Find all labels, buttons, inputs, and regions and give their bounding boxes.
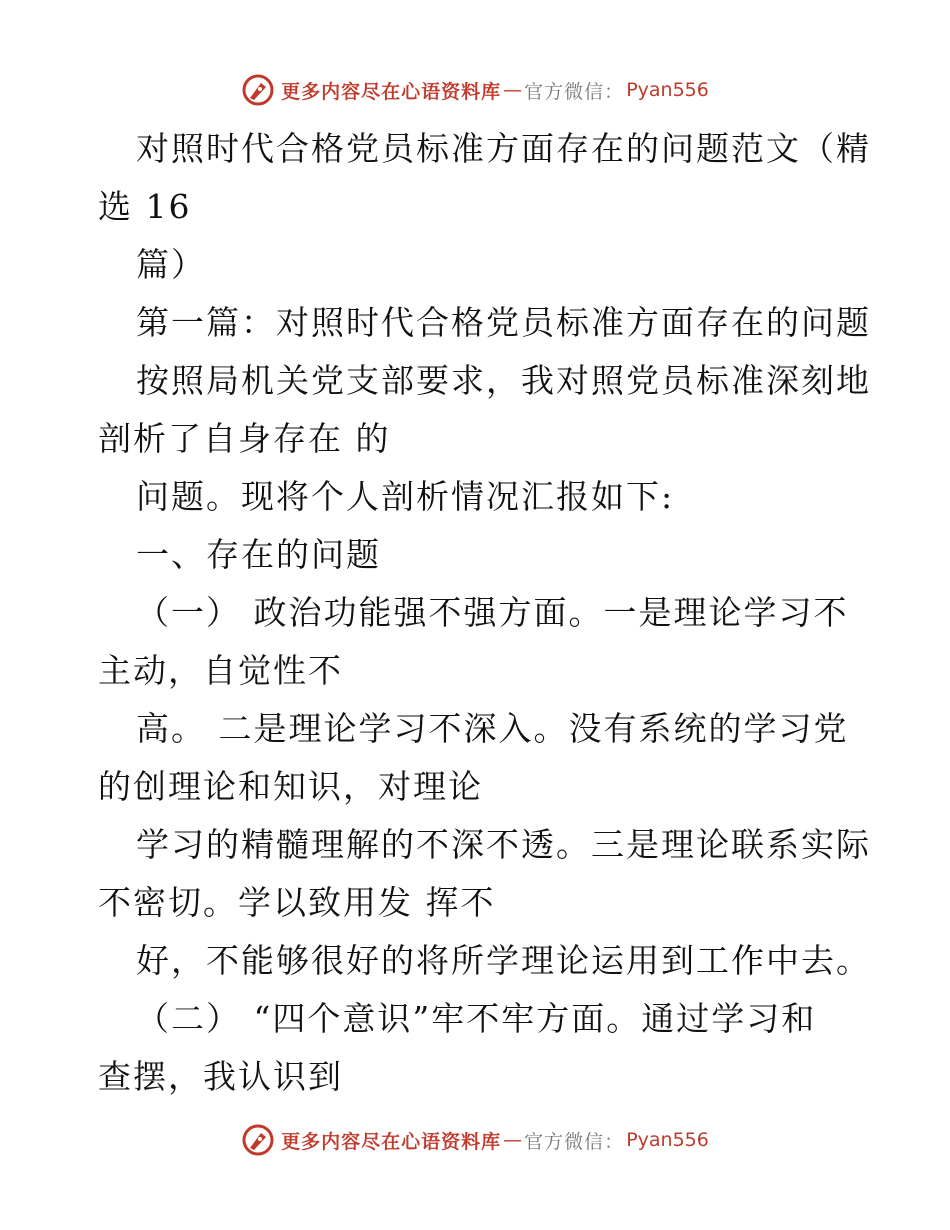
pen-nib-circle-icon [241, 1123, 275, 1157]
paragraph-line: 不密切。学以致用发 挥不 [98, 883, 496, 922]
banner-dash: — [503, 1129, 523, 1151]
banner-wechat-id: Pyan556 [626, 1129, 709, 1151]
paragraph-line: 问题。现将个人剖析情况汇报如下: [136, 477, 675, 516]
paragraph-line: 剖析了自身存在 的 [98, 419, 391, 458]
doc-title-line-3: 篇） [136, 245, 206, 284]
paragraph-line: 学习的精髓理解的不深不透。三是理论联系实际 [136, 825, 871, 864]
header-banner [0, 70, 950, 110]
paragraph-line: （一） 政治功能强不强方面。一是理论学习不 [136, 593, 849, 632]
banner-contact-label: 官方微信： [524, 1130, 625, 1153]
paragraph-line: 好，不能够很好的将所学理论运用到工作中去。 [136, 941, 871, 980]
banner-slogan: 更多内容尽在心语资料库 [281, 80, 502, 103]
paragraph-line: 的创理论和知识，对理论 [98, 767, 483, 806]
doc-title-line-1: 对照时代合格党员标准方面存在的问题范文（精 [136, 129, 871, 168]
paragraph-line: 按照局机关党支部要求，我对照党员标准深刻地 [136, 361, 871, 400]
subheading: 一、存在的问题 [136, 535, 381, 574]
banner-contact-label: 官方微信： [524, 80, 625, 103]
paragraph-line: 高。 二是理论学习不深入。没有系统的学习党 [136, 709, 849, 748]
banner-slogan: 更多内容尽在心语资料库 [281, 1130, 502, 1153]
doc-title-line-2: 选 16 [98, 187, 192, 226]
pen-nib-circle-icon [241, 73, 275, 107]
banner-wechat-id: Pyan556 [626, 79, 709, 101]
section-heading: 第一篇：对照时代合格党员标准方面存在的问题 [136, 303, 871, 342]
paragraph-line: 查摆，我认识到 [98, 1057, 343, 1096]
banner-dash: — [503, 79, 523, 101]
paragraph-line: （二） “四个意识”牢不牢方面。通过学习和 [136, 999, 817, 1038]
footer-banner [0, 1120, 950, 1160]
paragraph-line: 主动，自觉性不 [98, 651, 343, 690]
